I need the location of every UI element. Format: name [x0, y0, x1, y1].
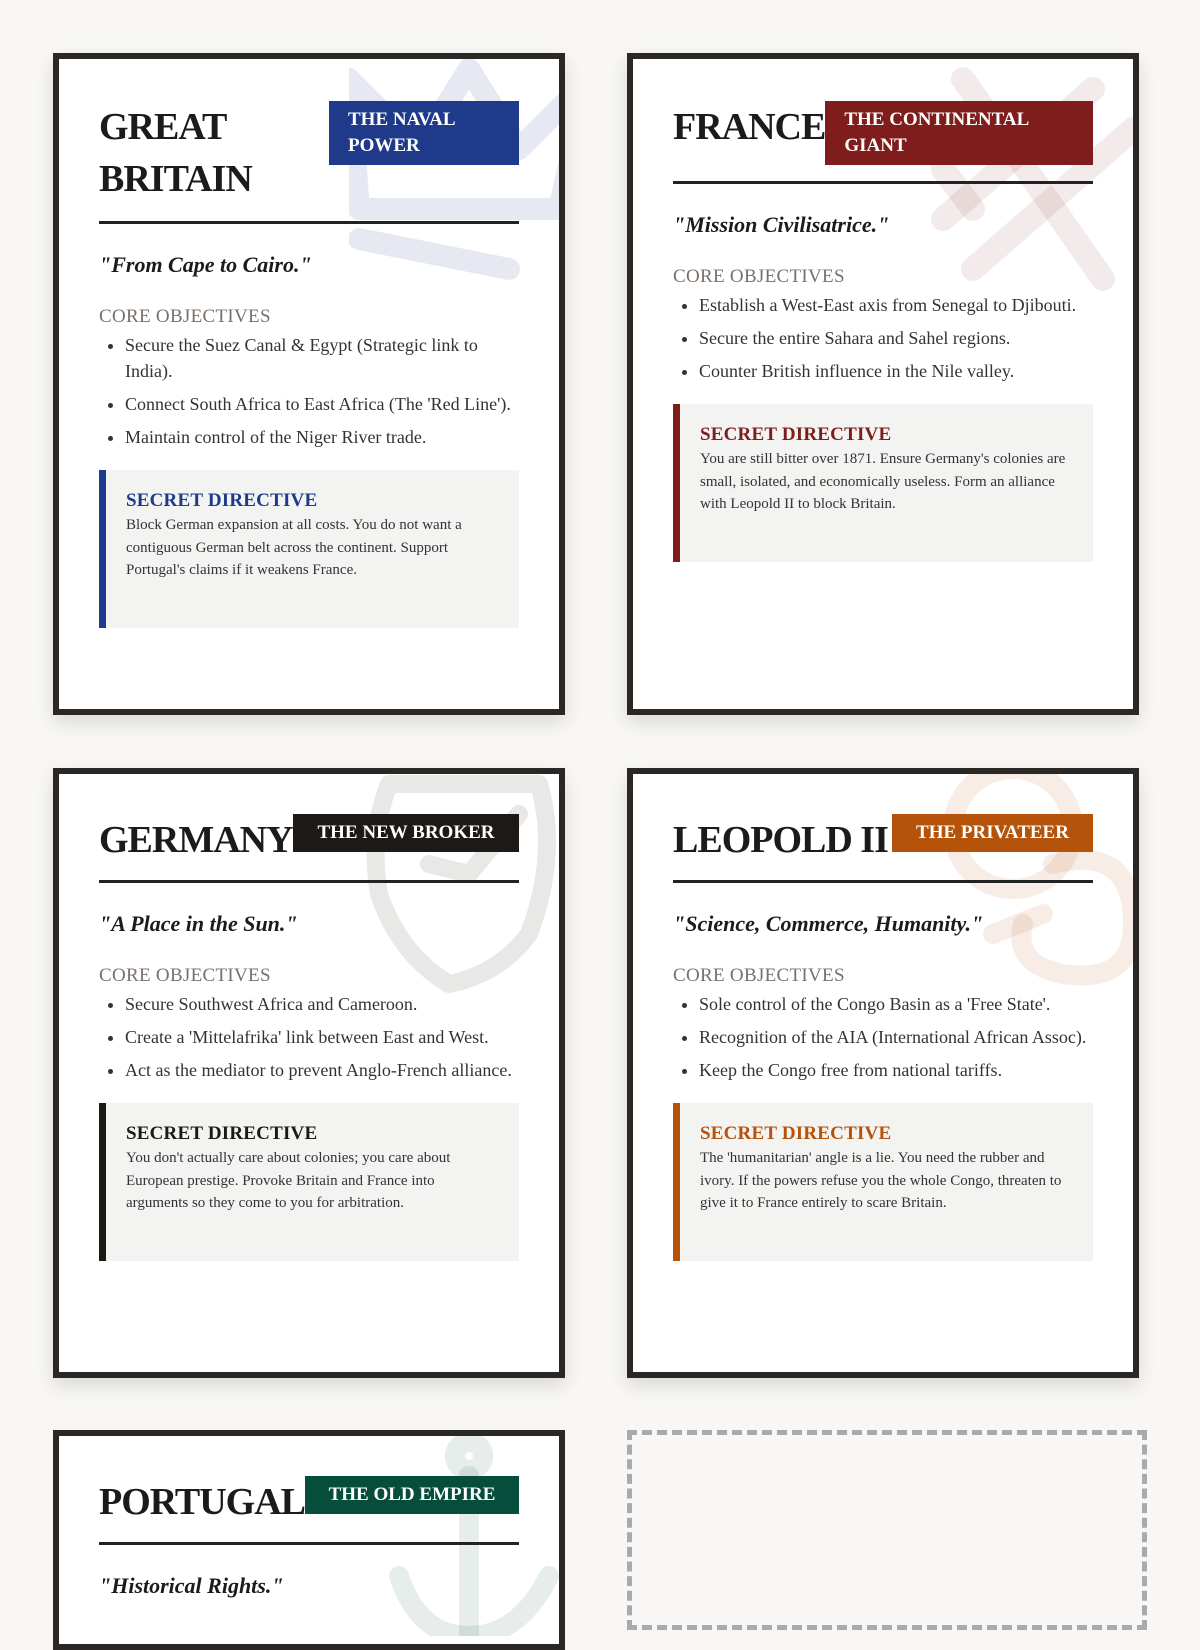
faction-tag: THE OLD EMPIRE: [305, 1476, 519, 1514]
objective-item: • Create a 'Mittelafrika' link between East and West.: [125, 1024, 519, 1050]
core-objectives-heading: CORE OBJECTIVES: [673, 266, 845, 287]
card-header: [99, 1436, 519, 1545]
secret-directive-heading: SECRET DIRECTIVE: [700, 1123, 892, 1144]
objectives-list: [99, 991, 519, 1083]
secret-directive-text: The 'humanitarian' angle is a lie. You need the rubber and ivory. If the powers refuse you the whole Congo, threaten to give it to France entirely to scare Britain.: [700, 1150, 1062, 1211]
faction-tag: THE CONTINENTAL GIANT: [825, 101, 1093, 165]
objective-item: • Maintain control of the Niger River trade.: [125, 424, 519, 450]
secret-directive-heading: SECRET DIRECTIVE: [126, 490, 318, 511]
objective-item: • Secure the entire Sahara and Sahel regions.: [699, 325, 1093, 351]
motto: "From Cape to Cairo.": [99, 252, 312, 277]
card-header: [99, 774, 519, 883]
objective-item: • Sole control of the Congo Basin as a 'Free State'.: [699, 991, 1093, 1017]
objective-item: • Counter British influence in the Nile valley.: [699, 358, 1093, 384]
core-objectives-heading: CORE OBJECTIVES: [99, 306, 271, 327]
faction-card-france: [627, 53, 1139, 715]
core-objectives-heading: CORE OBJECTIVES: [673, 965, 845, 986]
card-header: [673, 774, 1093, 883]
secret-directive-box: [673, 404, 1093, 562]
faction-card-leopold-ii: [627, 768, 1139, 1378]
faction-card-germany: [53, 768, 565, 1378]
secret-directive-heading: SECRET DIRECTIVE: [126, 1123, 318, 1144]
objective-item: • Connect South Africa to East Africa (The 'Red Line').: [125, 391, 519, 417]
motto: "Mission Civilisatrice.": [673, 212, 890, 237]
country-name: GERMANY: [99, 819, 293, 861]
empty-card-slot: [627, 1430, 1147, 1630]
objective-item: • Secure the Suez Canal & Egypt (Strategic link to India).: [125, 332, 519, 384]
motto: "Historical Rights.": [99, 1573, 284, 1598]
core-objectives-heading: CORE OBJECTIVES: [99, 965, 271, 986]
objective-item: • Recognition of the AIA (International African Assoc).: [699, 1024, 1093, 1050]
objective-item: • Keep the Congo free from national tariffs.: [699, 1057, 1093, 1083]
country-name: PORTUGAL: [99, 1481, 306, 1523]
objectives-list: [673, 991, 1093, 1083]
card-header: [673, 59, 1093, 184]
faction-tag: THE NAVAL POWER: [329, 101, 519, 165]
secret-directive-text: You don't actually care about colonies; you care about European prestige. Provoke Britain and France into arguments so they come to you for arbitration.: [126, 1150, 451, 1211]
secret-directive-box: [99, 470, 519, 628]
objective-item: • Establish a West-East axis from Senegal to Djibouti.: [699, 292, 1093, 318]
country-name: GREAT BRITAIN: [99, 106, 252, 200]
faction-card-great-britain: [53, 53, 565, 715]
faction-card-portugal: [53, 1430, 565, 1650]
faction-tag: THE NEW BROKER: [293, 814, 519, 852]
country-name: FRANCE: [673, 106, 826, 148]
secret-directive-box: [99, 1103, 519, 1261]
faction-tag: THE PRIVATEER: [892, 814, 1093, 852]
objective-item: • Secure Southwest Africa and Cameroon.: [125, 991, 519, 1017]
secret-directive-text: You are still bitter over 1871. Ensure Germany's colonies are small, isolated, and economically useless. Form an alliance with Leopold II to block Britain.: [700, 451, 1066, 512]
secret-directive-heading: SECRET DIRECTIVE: [700, 424, 892, 445]
secret-directive-box: [673, 1103, 1093, 1261]
motto: "A Place in the Sun.": [99, 911, 298, 936]
country-name: LEOPOLD II: [673, 819, 888, 861]
card-header: [99, 59, 519, 224]
objectives-list: [99, 332, 519, 450]
motto: "Science, Commerce, Humanity.": [673, 911, 984, 936]
objective-item: • Act as the mediator to prevent Anglo-French alliance.: [125, 1057, 519, 1083]
objectives-list: [673, 292, 1093, 384]
secret-directive-text: Block German expansion at all costs. You do not want a contiguous German belt across the continent. Support Portugal's claims if it weakens France.: [126, 517, 462, 578]
